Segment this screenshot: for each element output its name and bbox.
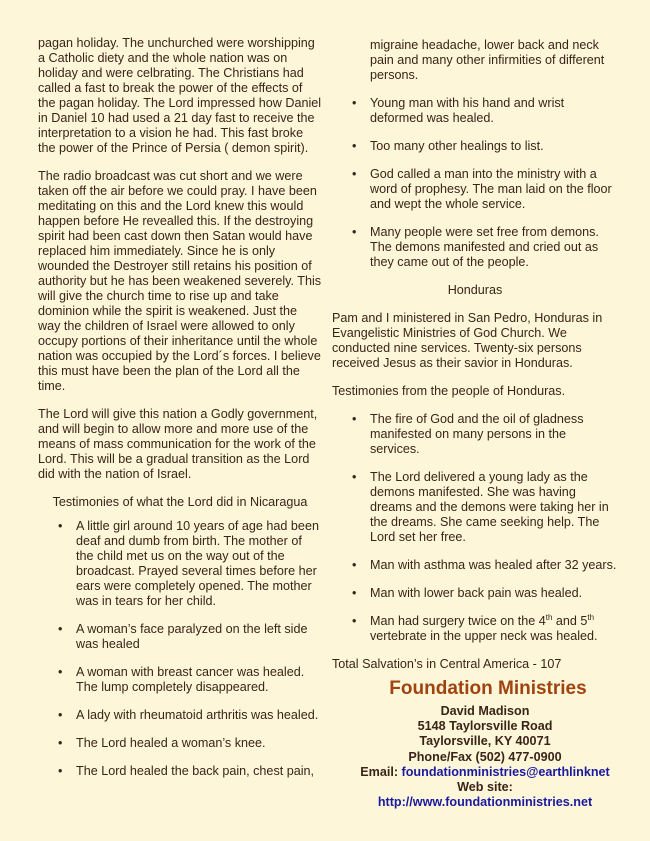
list-item: • A lady with rheumatoid arthritis was healed. [38,708,322,723]
list-item: • The Lord delivered a young lady as the demons manifested. She was having dreams and the demons were taking her in the dreams. She came seeking help. The Lord set her free. [332,470,618,545]
honduras-list [332,412,618,644]
contact-phone: Phone/Fax (502) 477-0900 [408,749,562,764]
list-item: • Man had surgery twice on the 4th and 5th vertebrate in the upper neck was healed. [332,614,618,644]
contact-address: 5148 Taylorsville Road [417,719,553,734]
paragraph: pagan holiday. The unchurched were worshipping a Catholic diety and the whole nation was on holiday and were celbrating. The Christians had called a fast to break the power of the effects of the pagan holiday. The Lord impressed how Daniel in Daniel 10 had used a 21 day fast to receive the interpretation to a vision he had. This fast broke the power of the Prince of Persia ( demon spirit). [38,36,322,155]
paragraph: The radio broadcast was cut short and we were taken off the air before we could pray. I have been meditating on this and the Lord knew this would happen before He revealled this. If the destroying spirit had been cast down then Satan would have replaced him immediately. Since he is only wounded the Destroyer still retains his position of authority but he has been weakened severely. This will give the church time to rise up and take dominion while the spirit is weakened. Just the way the children of Israel were allowed to only occupy portions of their inheritance until the whole nation was occupied by the Lord´s forces. I believe this must have been the plan of the Lord all the time. [38,169,322,393]
email-label: Email: [360,764,399,779]
email-link[interactable]: foundationministries@earthlinknet [401,764,610,779]
paragraph: The Lord will give this nation a Godly government, and will begin to allow more and more use of the means of mass communication for the work of the Lord. This will be a gradual transition as the Lord did with the nation of Israel. [38,407,318,481]
left-column [38,36,322,792]
web-label: Web site: [457,780,513,795]
nicaragua-list [38,519,322,779]
nicaragua-list-continued [332,96,618,270]
list-item: • God called a man into the ministry with a word of prophesy. The man laid on the floor and wept the whole service. [332,167,618,212]
list-item: • Too many other healings to list. [332,139,618,154]
list-item: • Young man with his hand and wrist deformed was healed. [332,96,618,126]
list-item: • A little girl around 10 years of age had been deaf and dumb from birth. The mother of the child met us on the way out of the broadcast. Prayed several times before her ears were completely opened. The mother was in tears for her child. [38,519,322,609]
paragraph: Pam and I ministered in San Pedro, Honduras in Evangelistic Ministries of God Church. We conducted nine services. Twenty-six persons received Jesus as their savior in Honduras. [332,311,603,370]
right-column [332,38,618,810]
paragraph: Testimonies from the people of Honduras. [332,384,566,398]
contact-email-row [352,765,618,780]
continued-text: migraine headache, lower back and neck pain and many other infirmities of different persons. [370,38,605,82]
list-item: • Many people were set free from demons. The demons manifested and cried out as they came out of the people. [332,225,618,270]
nicaragua-heading: Testimonies of what the Lord did in Nicaragua [52,495,308,509]
contact-name: David Madison [440,704,530,718]
contact-web-row [352,780,618,810]
website-link[interactable]: http://www.foundationministries.net [377,795,593,810]
list-item: • The Lord healed a woman’s knee. [38,736,322,751]
organization-title: Foundation Ministries [389,678,587,699]
list-item: • A woman with breast cancer was healed. The lump completely disappeared. [38,665,322,695]
total-salvations: Total Salvation’s in Central America - 107 [332,657,562,671]
honduras-heading: Honduras [447,283,503,297]
contact-city: Taylorsville, KY 40071 [419,734,551,749]
list-item: • A woman’s face paralyzed on the left side was healed [38,622,322,652]
list-item: • The fire of God and the oil of gladness manifested on many persons in the services. [332,412,618,457]
list-item: • Man with lower back pain was healed. [332,586,618,601]
list-item: • The Lord healed the back pain, chest pain, [38,764,322,779]
list-item: • Man with asthma was healed after 32 years. [332,558,618,573]
contact-block [352,704,618,810]
